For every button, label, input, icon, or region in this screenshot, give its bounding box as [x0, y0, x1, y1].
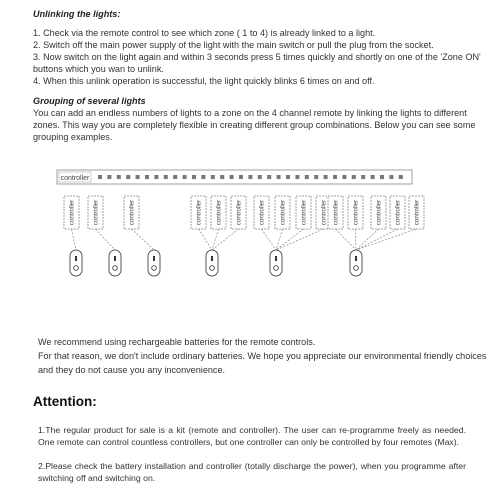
controller-box: [371, 196, 386, 229]
controller-box: [275, 196, 290, 229]
led-dot: [295, 175, 299, 179]
attention-item-2: 2.Please check the battery installation and controller (totally discharge the power), when you programme after switching off and switching on.: [38, 461, 466, 483]
controller-box: [64, 196, 79, 229]
batteries-line-1: We recommend using rechargeable batteries for the remote controls.: [38, 337, 316, 347]
controller-label: controller: [235, 199, 243, 226]
led-dot: [314, 175, 318, 179]
led-dot: [267, 175, 271, 179]
led-dot: [277, 175, 281, 179]
led-dot: [126, 175, 130, 179]
led-dot: [361, 175, 365, 179]
controller-label: controller: [320, 199, 328, 226]
controller-box: [390, 196, 405, 229]
remote-control: [270, 250, 282, 276]
led-dot: [136, 175, 140, 179]
controller-box: [254, 196, 269, 229]
controller-box: [211, 196, 226, 229]
led-dot: [371, 175, 375, 179]
led-dot: [220, 175, 224, 179]
attention-item-1: 1.The regular product for sale is a kit (remote and controller). The user can re-programme freely as needed. One remote can control countless controllers, but one controller can only be controlled by four remotes (Max).: [38, 425, 466, 447]
controller-label: controller: [195, 199, 203, 226]
led-dot: [342, 175, 346, 179]
unlinking-heading: Unlinking the lights:: [33, 9, 121, 19]
controller-box: [191, 196, 206, 229]
link-line: [336, 229, 357, 250]
led-dot: [333, 175, 337, 179]
link-line: [356, 229, 357, 250]
controller-box: [348, 196, 363, 229]
led-dot: [107, 175, 111, 179]
unlinking-step-3: 3. Now switch on the light again and within 3 seconds press 5 times quickly and shortly on one of the 'Zone ON': [33, 52, 481, 62]
controller-label: controller: [258, 199, 266, 226]
led-dot: [230, 175, 234, 179]
led-dot: [201, 175, 205, 179]
led-dot: [211, 175, 215, 179]
link-line: [356, 229, 379, 250]
led-dot: [183, 175, 187, 179]
link-line: [132, 229, 155, 250]
controller-label: controller: [375, 199, 383, 226]
attention-title: Attention:: [33, 394, 97, 409]
link-line: [276, 229, 283, 250]
link-line: [356, 229, 417, 250]
led-dot: [145, 175, 149, 179]
controller-box: [409, 196, 424, 229]
batteries-line-2: For that reason, we don't include ordinary batteries. We hope you appreciate our environmental friendly choices: [38, 351, 487, 361]
controller-label: controller: [68, 199, 76, 226]
controller-label: controller: [279, 199, 287, 226]
led-dot: [98, 175, 102, 179]
controller-label: controller: [128, 199, 136, 226]
led-dot: [286, 175, 290, 179]
remote-control: [350, 250, 362, 276]
grouping-line-3: grouping examples.: [33, 132, 113, 142]
led-dot: [239, 175, 243, 179]
led-dot: [154, 175, 158, 179]
controller-label: controller: [215, 199, 223, 226]
led-dot: [258, 175, 262, 179]
batteries-line-3: and they do not cause you any inconvenience.: [38, 365, 226, 375]
led-dot: [117, 175, 121, 179]
led-dot: [352, 175, 356, 179]
link-line: [199, 229, 213, 250]
led-dot: [380, 175, 384, 179]
unlinking-step-3-cont: buttons which you wan to unlink.: [33, 64, 164, 74]
controller-box: [231, 196, 246, 229]
controller-label: controller: [332, 199, 340, 226]
unlinking-step-1: 1. Check via the remote control to see which zone ( 1 to 4) is already linked to a light.: [33, 28, 376, 38]
controller-box: [88, 196, 103, 229]
grouping-heading: Grouping of several lights: [33, 96, 146, 106]
controller-box: [328, 196, 343, 229]
led-dot: [399, 175, 403, 179]
unlinking-step-2: 2. Switch off the main power supply of the light with the main switch or pull the plug from the socket.: [33, 40, 434, 50]
led-dot: [248, 175, 252, 179]
link-line: [212, 229, 219, 250]
grouping-line-1: You can add an endless numbers of lights to a zone on the 4 channel remote by linking the lights to different: [33, 108, 467, 118]
link-line: [262, 229, 277, 250]
led-dot: [324, 175, 328, 179]
link-line: [356, 229, 398, 250]
link-line: [212, 229, 239, 250]
led-strip: [57, 170, 412, 184]
led-dot: [305, 175, 309, 179]
link-line: [72, 229, 77, 250]
controller-label: controller: [300, 199, 308, 226]
led-dot: [192, 175, 196, 179]
unlinking-step-4: 4. When this unlink operation is successful, the light quickly blinks 6 times on and off.: [33, 76, 375, 86]
link-line: [96, 229, 116, 250]
remote-control: [148, 250, 160, 276]
controller-box: [296, 196, 311, 229]
led-dot: [173, 175, 177, 179]
led-dot: [389, 175, 393, 179]
strip-controller-label: controller: [60, 175, 90, 182]
remote-control: [109, 250, 121, 276]
grouping-line-2: zones. This way you are completely flexible in creating different group combinations. Below you can see some: [33, 120, 476, 130]
controller-box: [124, 196, 139, 229]
controller-label: controller: [352, 199, 360, 226]
remote-control: [206, 250, 218, 276]
controller-label: controller: [394, 199, 402, 226]
led-dot: [164, 175, 168, 179]
controller-label: controller: [92, 199, 100, 226]
controller-label: controller: [413, 199, 421, 226]
remote-control: [70, 250, 82, 276]
